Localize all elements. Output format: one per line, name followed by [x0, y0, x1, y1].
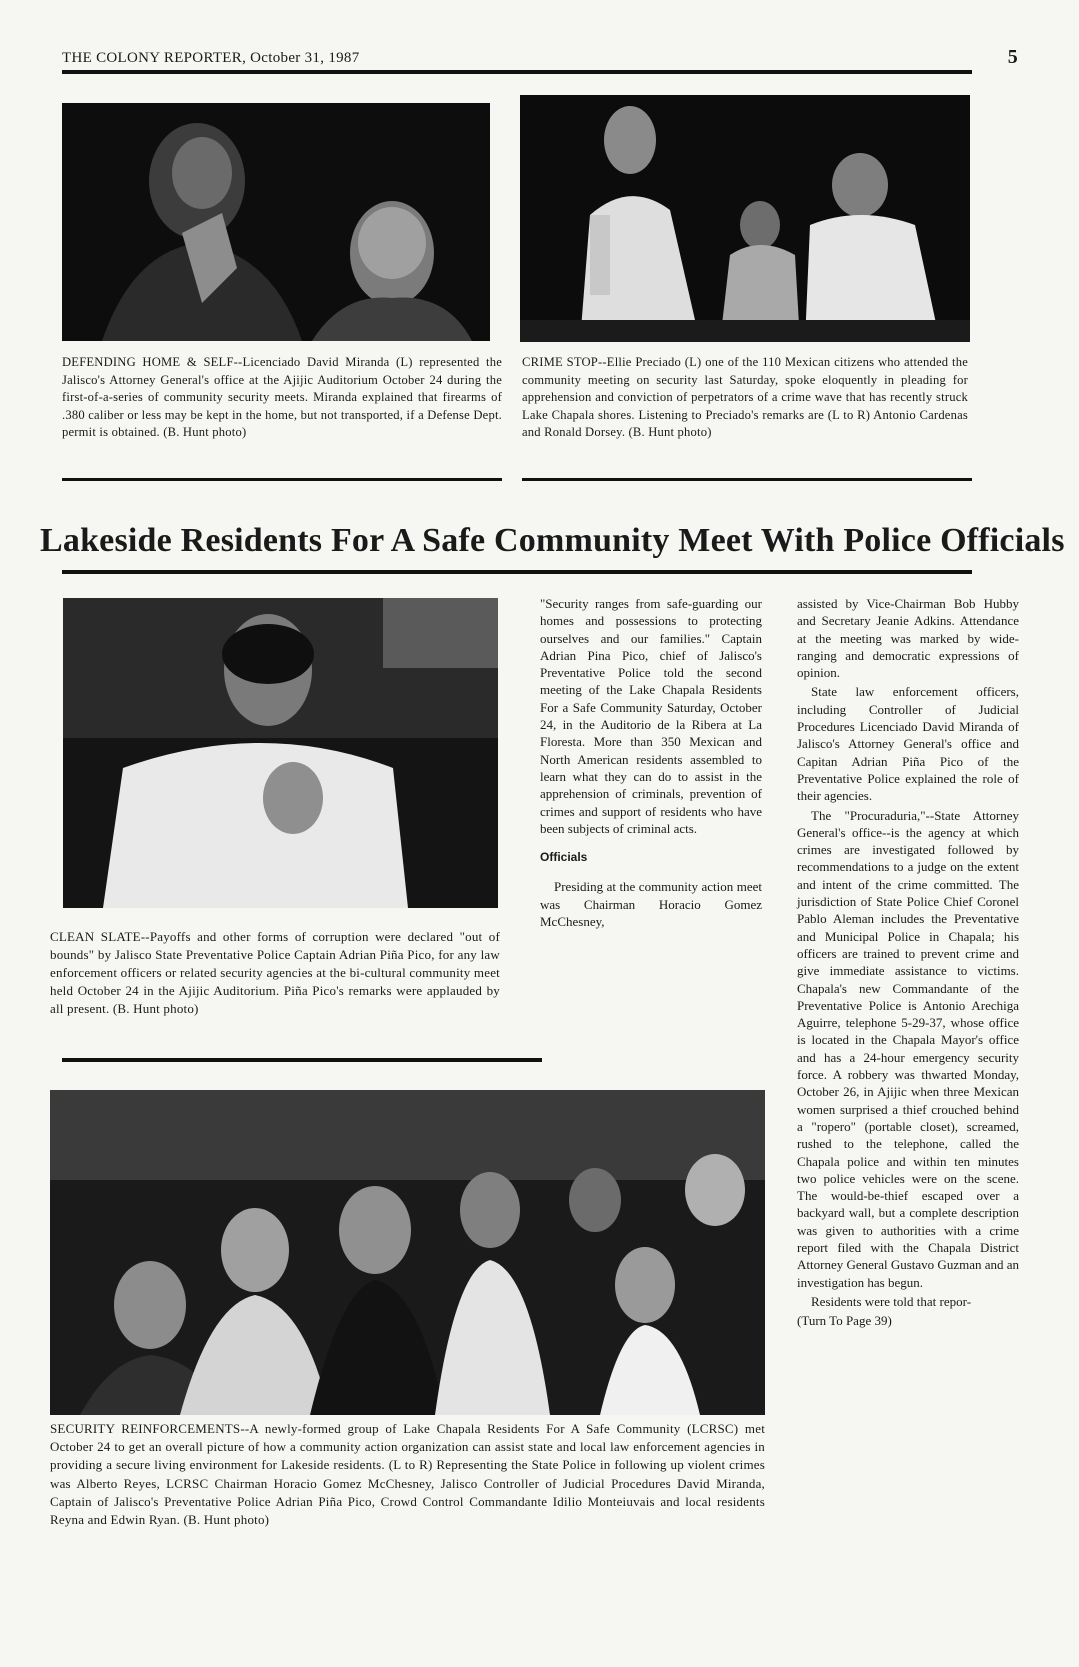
- article-column-1: [540, 595, 762, 932]
- photo-defending-home: [62, 103, 490, 341]
- headline-top-rule: [62, 478, 502, 481]
- article-column-2: [797, 595, 1019, 1329]
- photo-clean-slate: [63, 598, 498, 908]
- photo-crime-stop: [520, 95, 970, 342]
- caption-crime-stop: CRIME STOP--Ellie Preciado (L) one of the 110 Mexican citizens who attended the community meeting on security last Saturday, spoke eloquently in pleading for apprehension and conviction of perpetrators of a crime wave that has recently struck Lake Chapala shores. Listening to Preciado's remarks are (L to R) Antonio Cardenas and Ronald Dorsey. (B. Hunt photo): [522, 355, 968, 440]
- headline: Lakeside Residents For A Safe Community Meet With Police Officials: [40, 522, 1065, 559]
- masthead-title: THE COLONY REPORTER, October 31, 1987: [62, 50, 360, 66]
- jump-line: (Turn To Page 39): [797, 1313, 892, 1329]
- article-paragraph: assisted by Vice-Chairman Bob Hubby and Secretary Jeanie Adkins. Attendance at the meeting was marked by wide-ranging and democratic expressions of opinion.: [797, 596, 1019, 681]
- caption-security-reinforcements: SECURITY REINFORCEMENTS--A newly-formed group of Lake Chapala Residents For A Safe Community (LCRSC) met October 24 to get an overall picture of how a community action organization can assist state and local law enforcement agencies in providing a secure living environment for Lakeside residents. (L to R) Representing the State Police in following up violent crimes was Alberto Reyes, LCRSC Chairman Horacio Gomez McChesney, Jalisco Controller of Judicial Procedures David Miranda, Captain of Jalisco's Preventative Police Adrian Piña Pico, Crowd Control Commandante Idilio Monteiuvais and local residents Reyna and Edwin Ryan. (B. Hunt photo): [50, 1421, 765, 1528]
- article-paragraph: Residents were told that repor-: [811, 1293, 972, 1309]
- subhead-officials: Officials: [540, 850, 588, 865]
- clean-slate-rule: [62, 1058, 542, 1062]
- headline-bottom-rule: [62, 570, 972, 574]
- page-number: 5: [1007, 46, 1018, 68]
- article-paragraph: The "Procuraduria,"--State Attorney General's office--is the agency at which crimes are investigated followed by recommendations to a judge on the extent and intent of the crime committed. The jurisdiction of State Police Chief Coronel Pablo Aleman includes the Preventative and Municipal Police in Chapala; his officers are trained to prevent crime and give immediate assistance to victims. Chapala's new Commandante of the Preventative Police is Antonio Arechiga Aguirre, telephone 5-29-37, whose office is located in the Chapala Mayor's office and has a 24-hour emergency security force. A robbery was thwarted Monday, October 26, in Ajijic when three Mexican women surprised a thief crouched behind a "ropero" (portable closet), screamed, rushed to the telephone, called the Chapala police and within ten minutes two police vehicles were on the scene. The would-be-thief escaped over a backyard wall, but a complete description was given to authorities with a crime report filed with the Chapala District Attorney General Gustavo Guzman and an investigation has begun.: [797, 807, 1020, 1290]
- article-paragraph: State law enforcement officers, including Controller of Judicial Procedures Licenciado David Miranda of Jalisco's Attorney General's office and Capitan Adrian Piña Pico of the Preventative Police explained the role of their agencies.: [797, 684, 1019, 804]
- masthead-rule: [62, 70, 972, 74]
- photo-security-reinforcements: [50, 1090, 765, 1415]
- caption-defending-home: DEFENDING HOME & SELF--Licenciado David Miranda (L) represented the Jalisco's Attorney General's office at the Ajijic Auditorium October 24 during the first-of-a-series of community security meets. Miranda explained that firearms of .380 caliber or less may be kept in the home, but not transported, if a Defense Dept. permit is obtained. (B. Hunt photo): [62, 355, 502, 440]
- masthead: [62, 46, 1020, 72]
- headline-top-rule-right: [522, 478, 972, 481]
- caption-clean-slate: CLEAN SLATE--Payoffs and other forms of corruption were declared "out of bounds" by Jalisco State Preventative Police Captain Adrian Piña Pico, for any law enforcement officers or related security agencies at the bi-cultural community meet held October 24 in the Ajijic Auditorium. Piña Pico's remarks were applauded by all present. (B. Hunt photo): [50, 929, 500, 1016]
- article-paragraph: Presiding at the community action meet was Chairman Horacio Gomez McChesney,: [540, 879, 762, 930]
- article-paragraph: "Security ranges from safe-guarding our homes and possessions to protecting ourselves and our families." Captain Adrian Pina Pico, chief of Jalisco's Preventative Police told the second meeting of the Lake Chapala Residents For a Safe Community Saturday, October 24, in the Auditorio de la Ribera at La Floresta. More than 350 Mexican and North American residents assembled to learn what they can do to assist in the apprehension of criminals, prevention of crimes and support of residents who have been subjects of criminal acts.: [540, 596, 762, 836]
